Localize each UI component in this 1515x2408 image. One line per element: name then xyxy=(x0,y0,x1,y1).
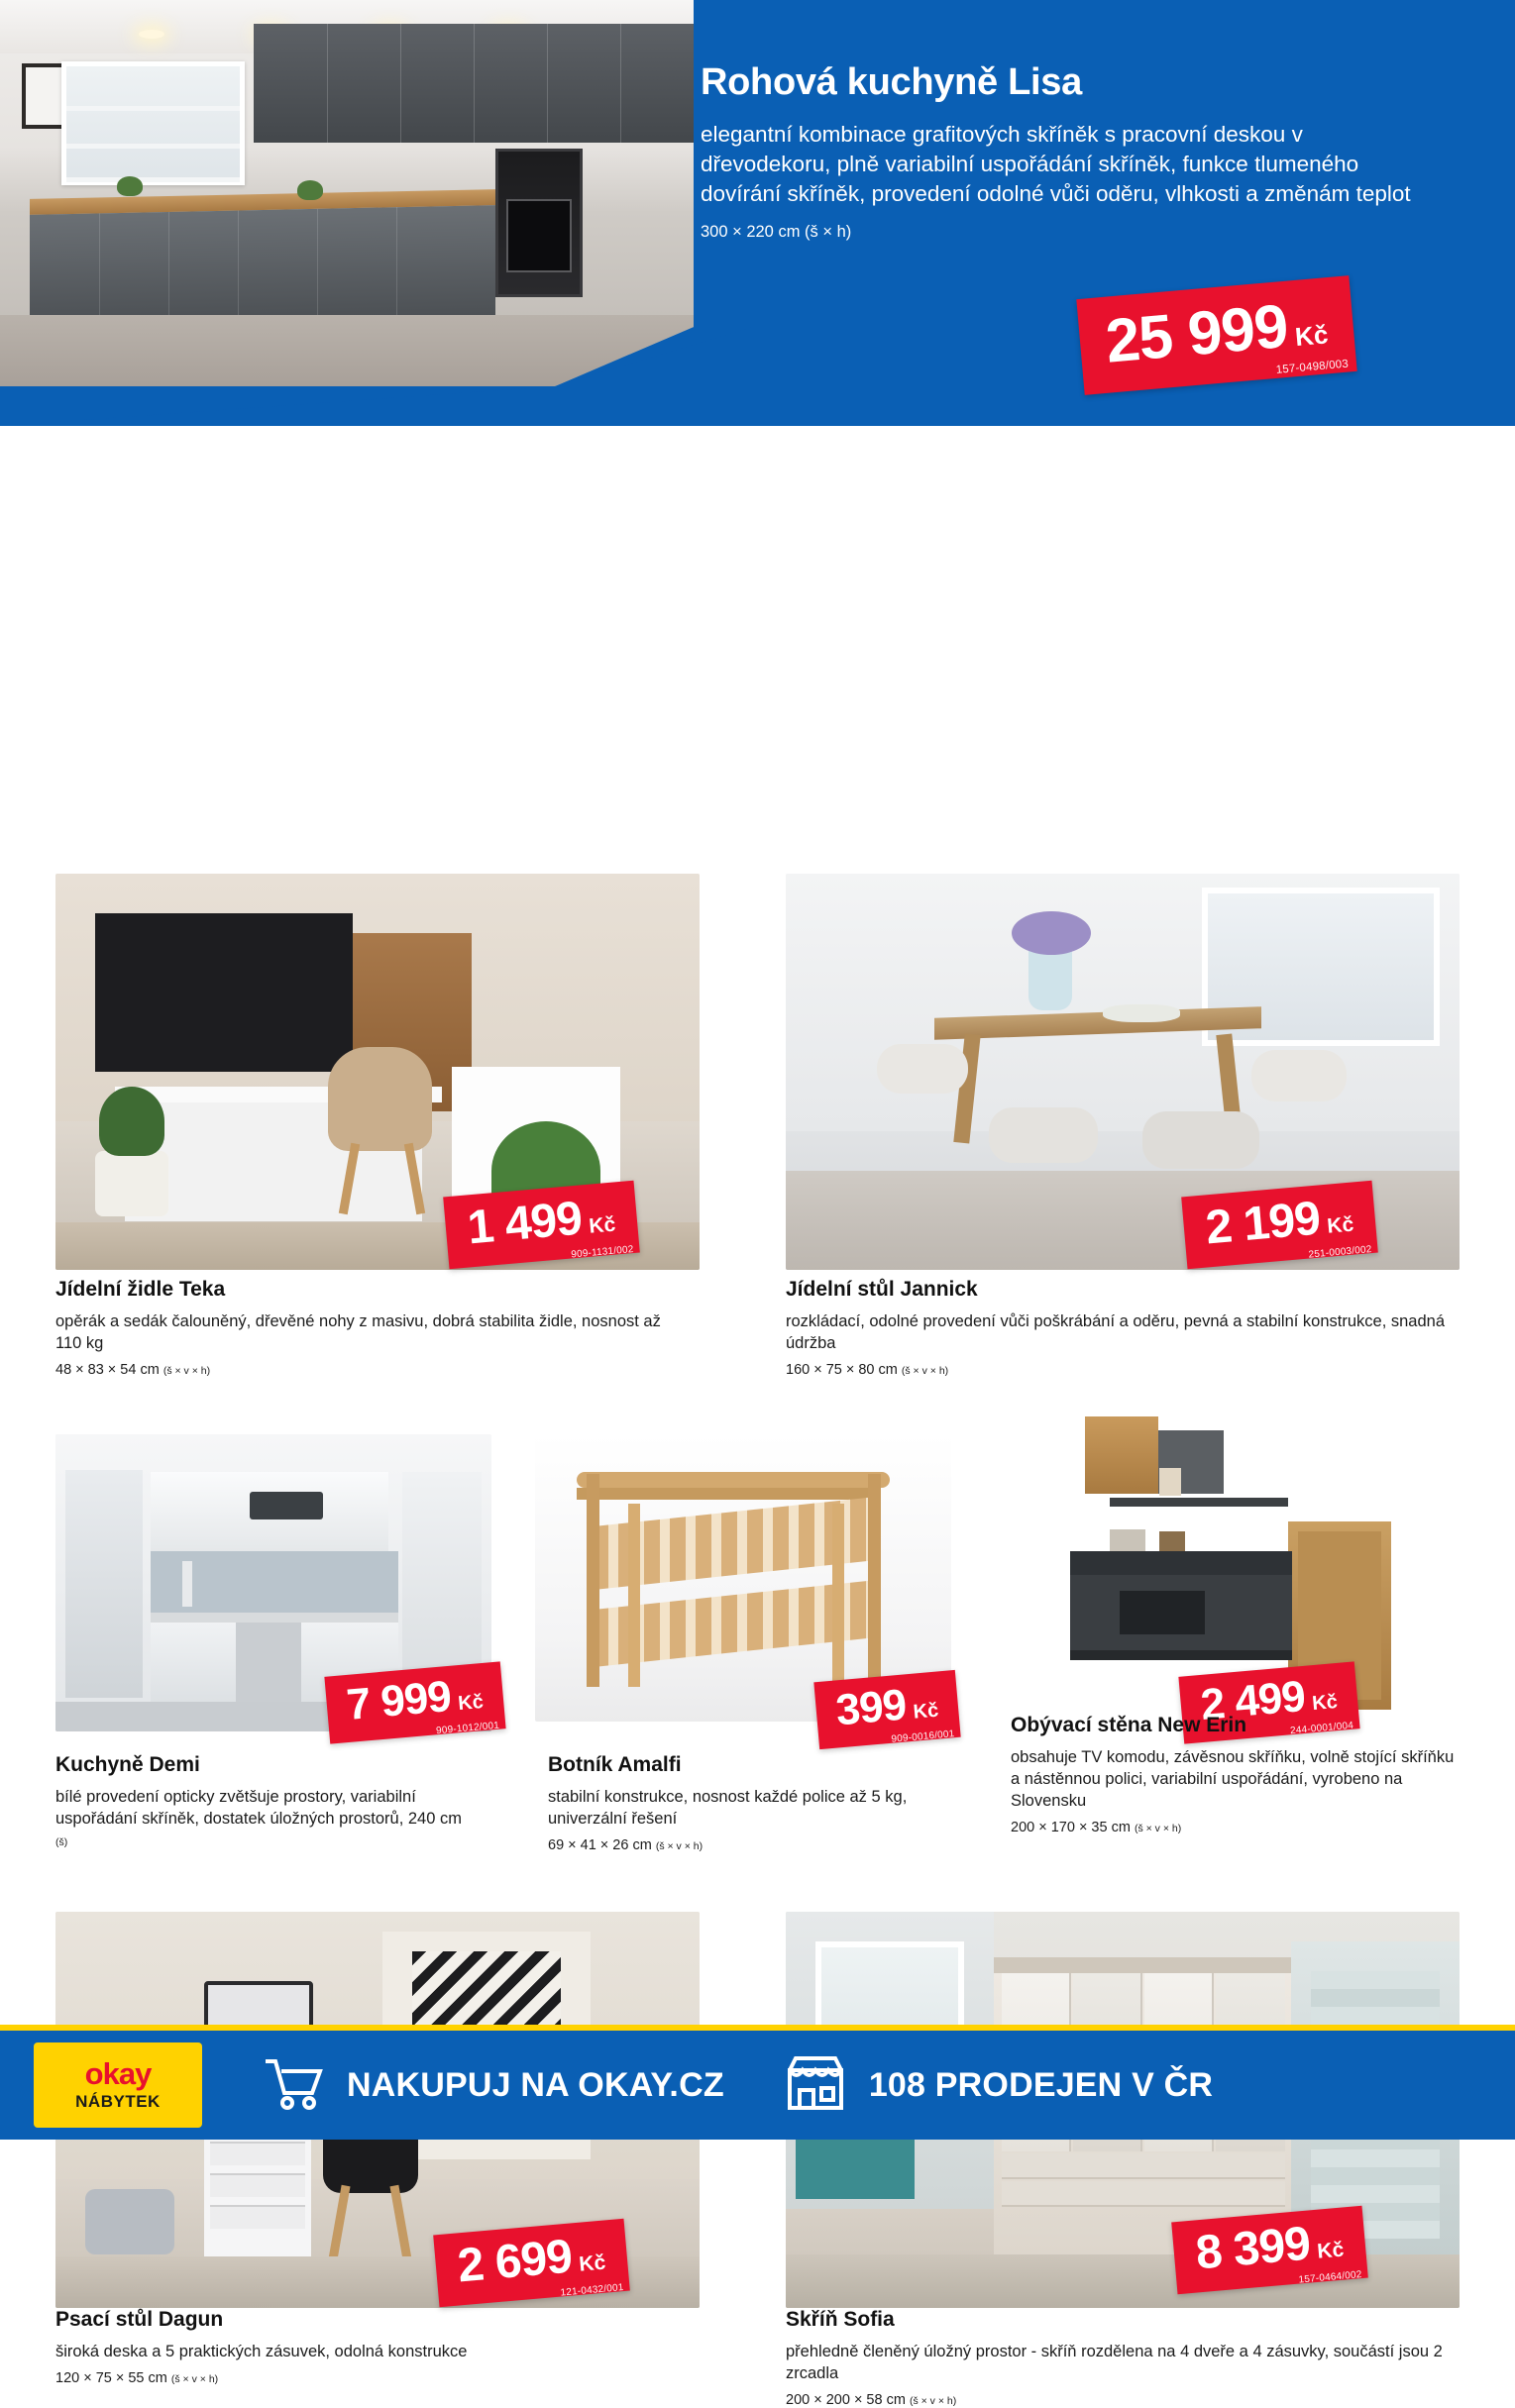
price-tag-hero xyxy=(1076,275,1356,395)
dimension-value: 200 × 170 × 35 cm xyxy=(1011,1819,1131,1835)
hero-banner xyxy=(0,0,1515,426)
price-currency: Kč xyxy=(1293,319,1330,353)
price-value: 2 499 xyxy=(1198,1671,1307,1729)
price-value: 2 199 xyxy=(1203,1192,1323,1255)
product-description: obsahuje TV komodu, závěsnou skříňku, volně stojící skříňku a nástěnnou polici, variabilní uspořádání, vyrobeno na Slovensku xyxy=(1011,1747,1455,1810)
product-block-4 xyxy=(1011,1714,1461,1835)
price-value: 7 999 xyxy=(344,1671,453,1729)
product-dimensions xyxy=(55,2370,690,2386)
product-code: 909-1012/001 xyxy=(435,1720,500,1737)
product-description: přehledně členěný úložný prostor - skříň rozdělena na 4 dveře a 4 zásuvky, součástí jsou 2 zrcadla xyxy=(786,2342,1443,2382)
shopping-cart-icon xyxy=(262,2055,325,2116)
product-name: Skříň Sofia xyxy=(786,2308,895,2331)
product-dimensions xyxy=(548,1837,944,1853)
product-name: Botník Amalfi xyxy=(548,1753,682,1776)
product-dimensions xyxy=(786,2392,1460,2408)
product-description: opěrák a sedák čalouněný, dřevěné nohy z masivu, dobrá stabilita židle, nosnost až 110 kg xyxy=(55,1311,661,1352)
dimension-note: (š) xyxy=(55,1835,68,1848)
price-value: 8 399 xyxy=(1193,2217,1313,2280)
dimension-note: (š × v × h) xyxy=(909,2394,957,2407)
shop-online-text: NAKUPUJ NA OKAY.CZ xyxy=(347,2065,724,2104)
dimension-value: 69 × 41 × 26 cm xyxy=(548,1836,652,1853)
product-block-5 xyxy=(55,2308,690,2386)
product-name: Obývací stěna New Erin xyxy=(1011,1714,1247,1736)
price-tag-3 xyxy=(813,1670,960,1749)
hero-text-block xyxy=(701,61,1434,242)
product-code: 157-0498/003 xyxy=(1275,358,1350,376)
product-code: 909-1131/002 xyxy=(570,1244,634,1261)
price-currency: Kč xyxy=(457,1691,485,1716)
product-block-3 xyxy=(548,1753,944,1853)
hero-product-photo xyxy=(0,0,694,386)
product-code: 251-0003/002 xyxy=(1308,1244,1372,1261)
dimension-note: (š × v × h) xyxy=(170,2372,219,2385)
hero-description: elegantní kombinace grafitových skříněk s pracovní deskou v dřevodekoru, plně variabilní uspořádání skříněk, funkce tlumeného dovírání skříněk, provedení odolné vůči oděru, vlhkosti a změnám teplot xyxy=(701,122,1411,207)
price-tag-5 xyxy=(433,2219,630,2308)
description-text: bílé provedení opticky zvětšuje prostory, variabilní uspořádání skříněk, dostatek úložných prostorů, 240 cm xyxy=(55,1787,462,1828)
product-image-4 xyxy=(1011,1407,1461,1714)
logo-subtitle: NÁBYTEK xyxy=(75,2092,161,2111)
product-description: široká deska a 5 praktických zásuvek, odolná konstrukce xyxy=(55,2342,468,2360)
price-value: 25 999 xyxy=(1103,291,1291,376)
stores-count-text xyxy=(869,2066,1213,2105)
stores-count: 108 xyxy=(868,2065,926,2104)
dimension-note: (š × v × h) xyxy=(655,1839,703,1852)
footer-bar xyxy=(0,2031,1515,2140)
okay-logo[interactable] xyxy=(34,2042,202,2128)
product-name: Kuchyně Demi xyxy=(55,1753,200,1776)
store-icon xyxy=(784,2054,847,2117)
product-code: 157-0464/002 xyxy=(1298,2269,1362,2286)
product-name: Jídelní stůl Jannick xyxy=(786,1278,978,1301)
product-dimensions xyxy=(55,1362,690,1378)
dimension-note: (š × v × h) xyxy=(901,1364,949,1377)
dimension-note: (š × v × h) xyxy=(1134,1822,1182,1834)
dimension-value: 200 × 200 × 58 cm xyxy=(786,2391,906,2408)
dimension-value: 48 × 83 × 54 cm xyxy=(55,1361,160,1378)
stores-label: PRODEJEN V ČR xyxy=(925,2065,1214,2104)
price-tag-0 xyxy=(443,1181,640,1270)
product-name: Psací stůl Dagun xyxy=(55,2308,224,2331)
product-block-2 xyxy=(55,1753,472,1852)
price-tag-1 xyxy=(1181,1181,1378,1270)
product-dimensions xyxy=(1011,1820,1461,1835)
product-block-6 xyxy=(786,2308,1460,2408)
product-dimensions xyxy=(786,1362,1460,1378)
logo-word: okay xyxy=(84,2056,152,2091)
product-description: rozkládací, odolné provedení vůči poškrábání a oděru, pevná a stabilní konstrukce, snadná údržba xyxy=(786,1311,1446,1352)
product-code: 909-0016/001 xyxy=(891,1728,955,1745)
product-name: Jídelní židle Teka xyxy=(55,1278,226,1301)
product-code: 244-0001/004 xyxy=(1289,1720,1354,1737)
dimension-value: 160 × 75 × 80 cm xyxy=(786,1361,898,1378)
price-tag-2 xyxy=(324,1661,505,1743)
price-currency: Kč xyxy=(1326,1212,1355,1238)
price-currency: Kč xyxy=(588,1212,617,1238)
hero-dimensions: 300 × 220 cm (š × h) xyxy=(701,223,852,242)
price-currency: Kč xyxy=(1316,2238,1346,2263)
price-currency: Kč xyxy=(578,2251,607,2276)
price-value: 1 499 xyxy=(465,1192,585,1255)
product-code: 121-0432/001 xyxy=(560,2282,624,2299)
product-block-1 xyxy=(786,1278,1460,1378)
product-description xyxy=(55,1787,472,1852)
dimension-note: (š × v × h) xyxy=(162,1364,211,1377)
dimension-value: 120 × 75 × 55 cm xyxy=(55,2369,167,2386)
hero-title: Rohová kuchyně Lisa xyxy=(701,61,1082,103)
price-value: 399 xyxy=(833,1680,909,1735)
price-value: 2 699 xyxy=(455,2230,575,2293)
product-description: stabilní konstrukce, nosnost každé police až 5 kg, univerzální řešení xyxy=(548,1787,908,1828)
price-tag-6 xyxy=(1171,2206,1368,2295)
product-block-0 xyxy=(55,1278,690,1378)
price-currency: Kč xyxy=(912,1699,940,1724)
price-currency: Kč xyxy=(1311,1691,1339,1716)
